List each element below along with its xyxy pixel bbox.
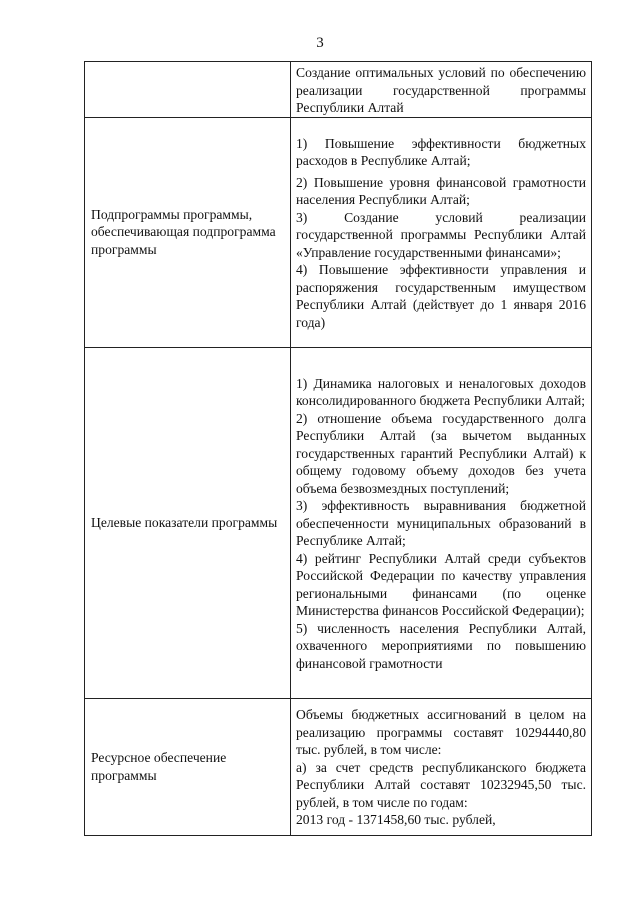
paragraph: 2) Повышение уровня финансовой грамотности населения Республики Алтай; xyxy=(296,174,586,208)
paragraph: 4) рейтинг Республики Алтай среди субъектов Российской Федерации по качеству управления региональными финансами (по оценке Министерства финансов Российской Федерации); xyxy=(296,550,586,619)
label-cell xyxy=(85,698,291,835)
row-label: Подпрограммы программы, обеспечивающая подпрограмма программы xyxy=(91,206,276,257)
paragraph: 4) Повышение эффективности управления и распоряжения государственным имуществом Республики Алтай (действует до 1 января 2016 года) xyxy=(296,262,586,330)
paragraph: Объемы бюджетных ассигнований в целом на реализацию программы составят 10294440,80 тыс. рублей, в том числе: xyxy=(296,707,586,758)
value-cell xyxy=(291,62,592,118)
paragraph: 1) Динамика налоговых и неналоговых доходов консолидированного бюджета Республики Алтай; xyxy=(296,375,586,409)
value-cell xyxy=(291,698,592,835)
paragraph: 5) численность населения Республики Алтай, охваченного мероприятиями по повышению финансовой грамотности xyxy=(296,620,586,671)
row-label: Ресурсное обеспечение программы xyxy=(91,750,227,783)
table-row xyxy=(85,62,592,118)
paragraph: 3) Создание условий реализации государственной программы Республики Алтай «Управление государственными финансами»; xyxy=(296,209,586,260)
value-cell xyxy=(291,117,592,347)
table-row xyxy=(85,698,592,835)
page-number: 3 xyxy=(316,35,324,51)
label-cell xyxy=(85,347,291,698)
table-row xyxy=(85,117,592,347)
table-row xyxy=(85,347,592,698)
program-passport-table xyxy=(84,61,592,836)
row-label: Целевые показатели программы xyxy=(91,514,278,530)
paragraph: а) за счет средств республиканского бюджета Республики Алтай составят 10232945,50 тыс. рублей, в том числе по годам: xyxy=(296,759,586,810)
paragraph: 2) отношение объема государственного долга Республики Алтай (за вычетом выданных государственных гарантий Республики Алтай) к общему годовому объему доходов без учета объема безвозмездных поступлений; xyxy=(296,410,586,496)
paragraph: 1) Повышение эффективности бюджетных расходов в Республике Алтай; xyxy=(296,135,586,169)
paragraph: 3) эффективность выравнивания бюджетной обеспеченности муниципальных образований в Республике Алтай; xyxy=(296,498,586,549)
label-cell xyxy=(85,117,291,347)
paragraph: Создание оптимальных условий по обеспечению реализации государственной программы Республики Алтай xyxy=(296,65,586,115)
value-cell xyxy=(291,347,592,698)
paragraph: 2013 год - 1371458,60 тыс. рублей, xyxy=(296,812,496,828)
label-cell xyxy=(85,62,291,118)
